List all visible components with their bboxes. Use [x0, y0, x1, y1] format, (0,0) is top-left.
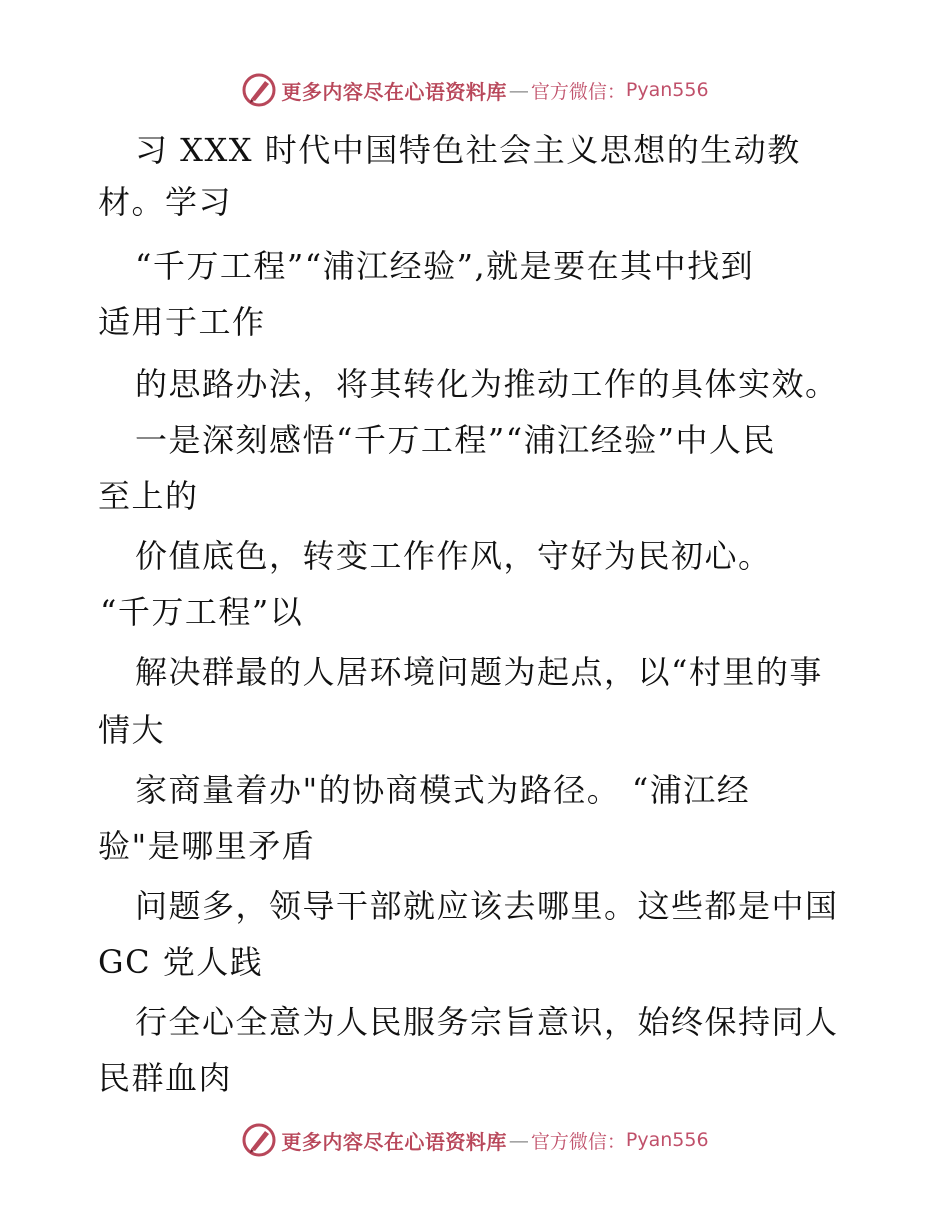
banner-wechat-id: Pyan556 [625, 1129, 709, 1151]
text-line: 问题多，领导干部就应该去哪里。这些都是中国 [135, 887, 839, 925]
text-line: 验"是哪里矛盾 [98, 827, 316, 865]
banner-sub-label: 官方微信： [530, 80, 626, 103]
text-line: 情大 [98, 711, 166, 749]
text-line: 一是深刻感悟“千万工程”“浦江经验”中人民 [135, 421, 776, 459]
text-line: “千万工程”以 [100, 593, 304, 631]
banner-main-text: 更多内容尽在心语资料库 [281, 79, 507, 104]
banner-wechat-id: Pyan556 [625, 79, 709, 101]
text-line: 解决群最的人居环境问题为起点，以“村里的事 [135, 653, 823, 691]
text-line: 民群血肉 [98, 1059, 233, 1097]
pen-logo-icon [241, 72, 277, 108]
text-line: 家商量着办"的协商模式为路径。 “浦江经 [135, 771, 751, 809]
text-line: 材。学习 [98, 183, 233, 221]
text-line: GC 党人践 [98, 943, 264, 981]
banner-dash: — [508, 78, 529, 102]
pen-logo-icon [241, 1122, 277, 1158]
footer-watermark-banner [0, 1118, 950, 1162]
banner-main-text: 更多内容尽在心语资料库 [281, 1129, 507, 1154]
banner-sub-label: 官方微信： [530, 1130, 626, 1153]
text-line: 行全心全意为人民服务宗旨意识，始终保持同人 [135, 1003, 839, 1041]
text-line: 至上的 [98, 477, 199, 515]
text-line: 适用于工作 [98, 303, 266, 341]
banner-dash: — [508, 1128, 529, 1152]
text-line: 习 XXX 时代中国特色社会主义思想的生动教 [135, 131, 801, 169]
text-line: “千万工程”“浦江经验”,就是要在其中找到 [135, 247, 755, 285]
text-line: 价值底色，转变工作作风，守好为民初心。 [135, 537, 772, 575]
text-line: 的思路办法，将其转化为推动工作的具体实效。 [135, 365, 839, 403]
header-watermark-banner [0, 68, 950, 112]
